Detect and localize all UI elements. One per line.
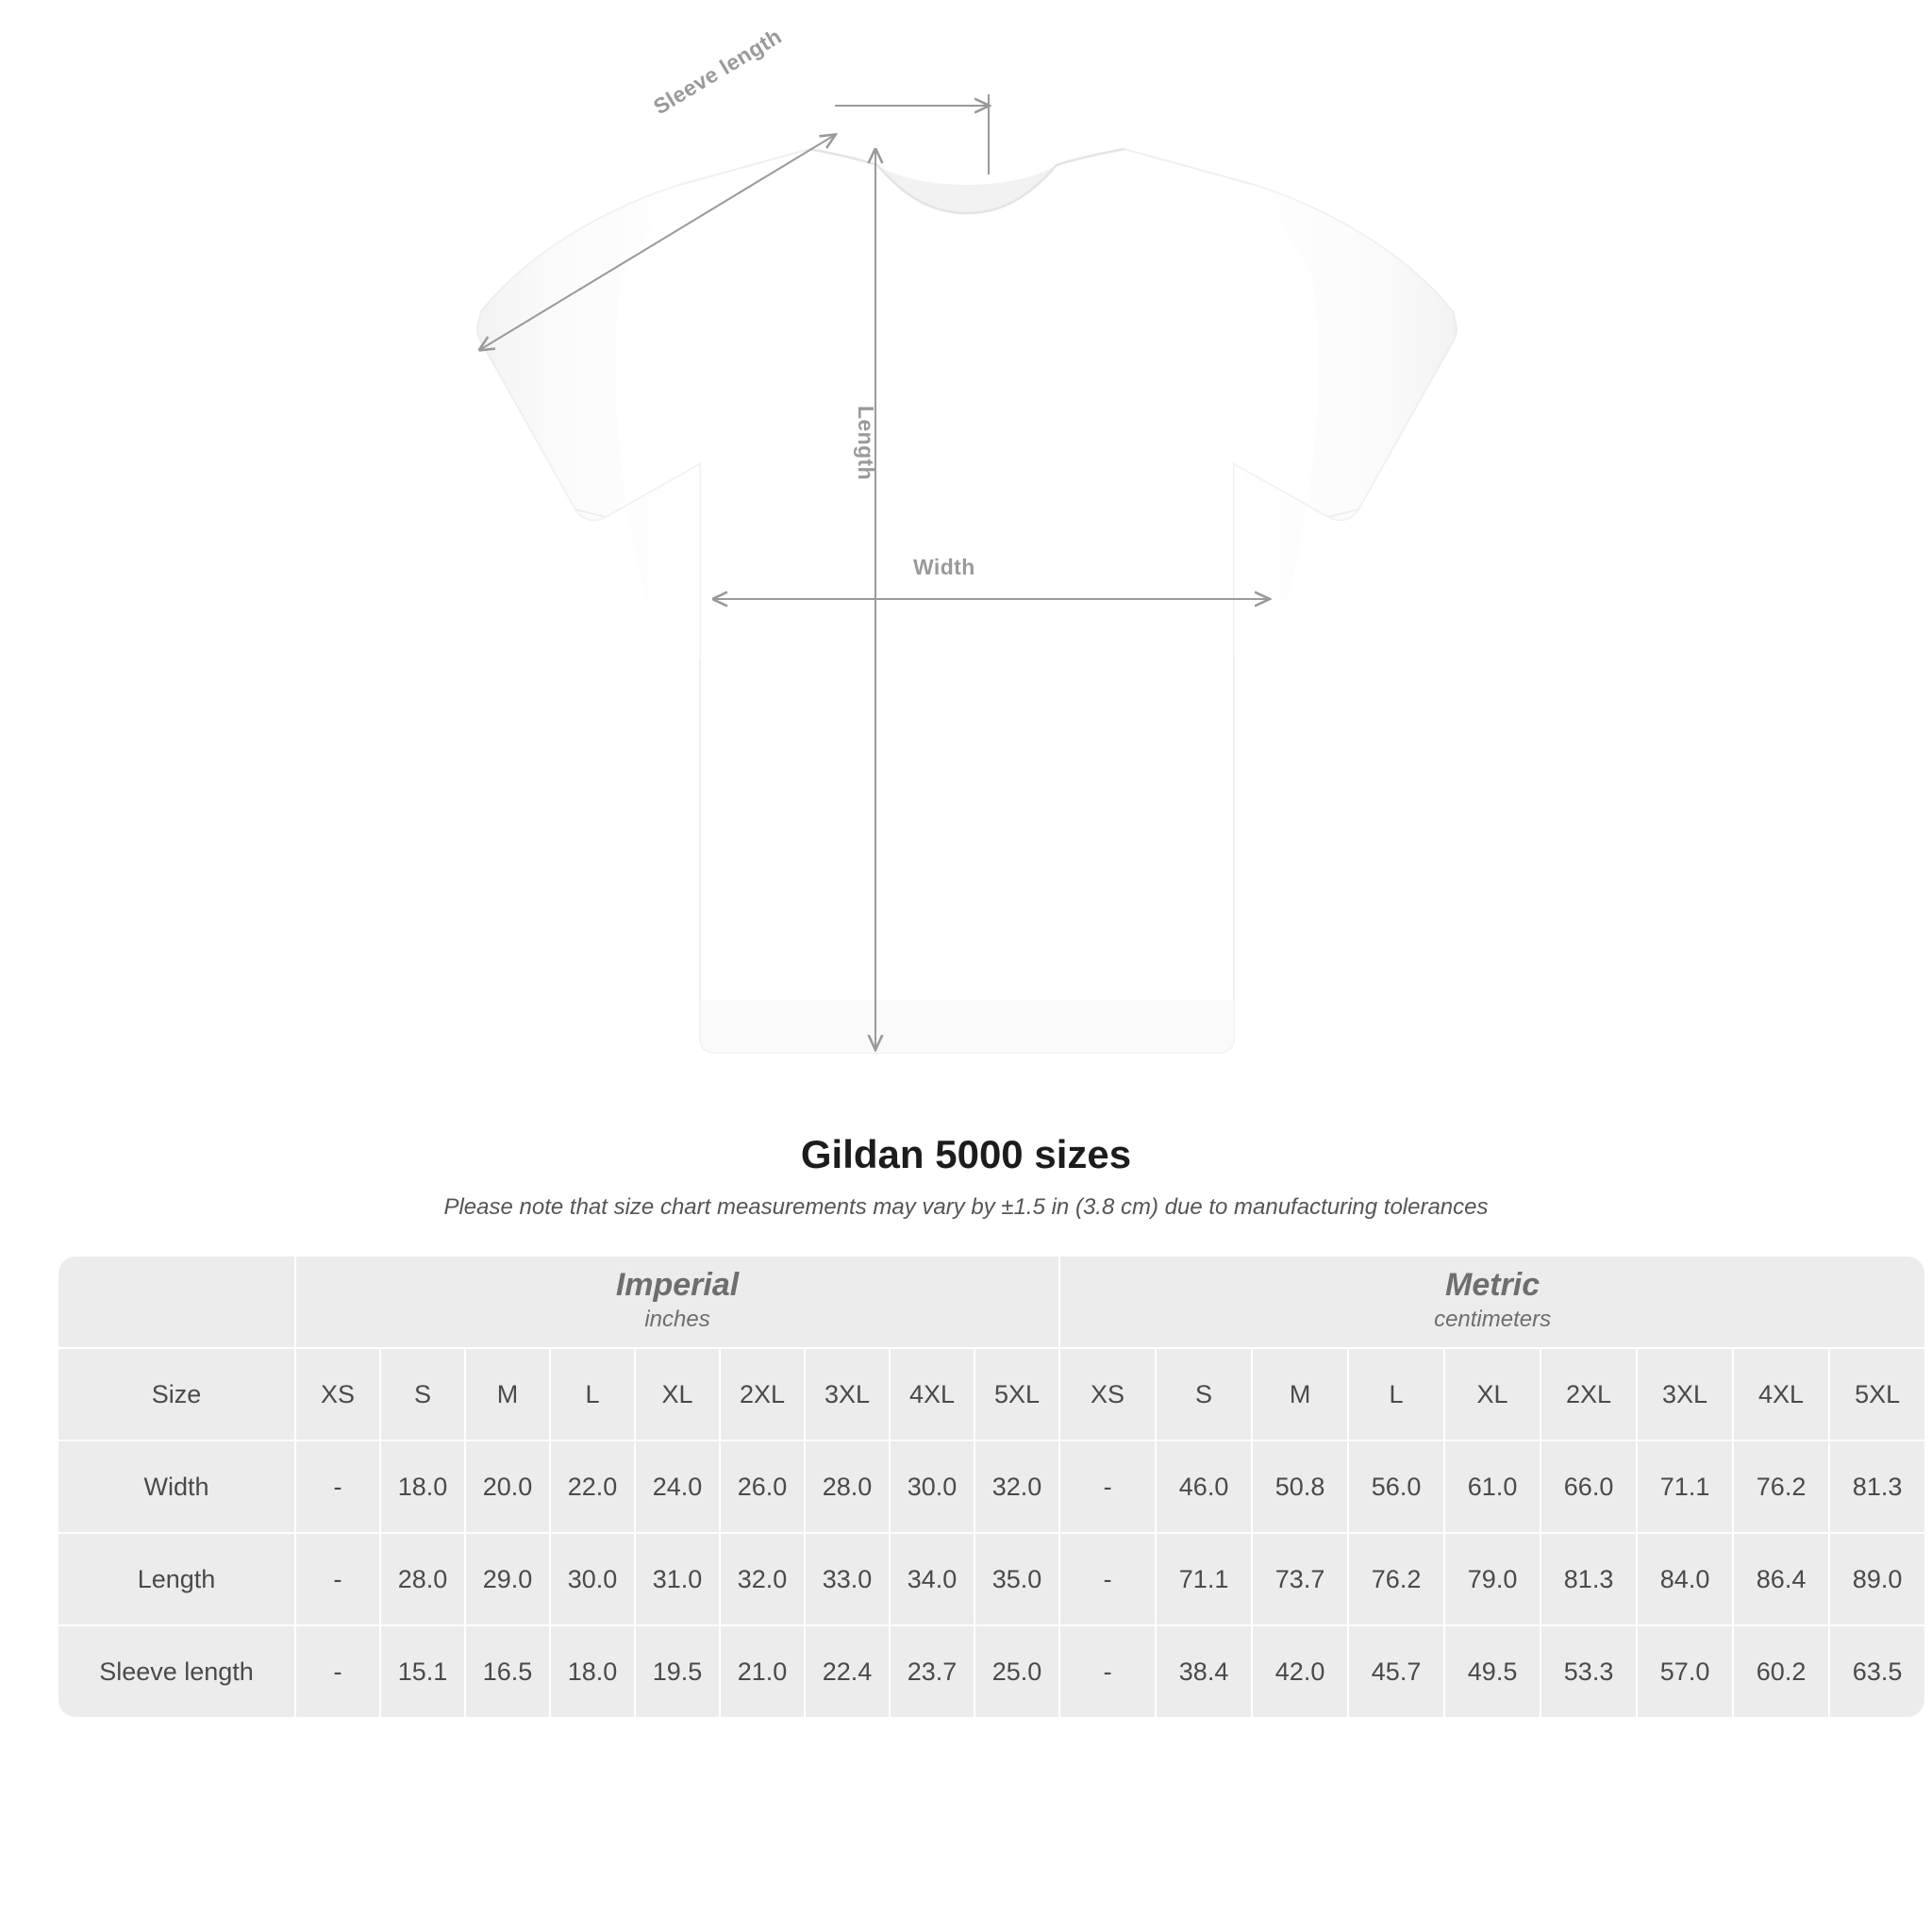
cell-width-metric-3xl: 71.1	[1638, 1441, 1732, 1532]
size-header-imperial-s: S	[381, 1349, 464, 1440]
cell-width-imperial-2xl: 26.0	[721, 1441, 804, 1532]
cell-sleeve-imperial-3xl: 22.4	[806, 1626, 889, 1717]
size-header-metric-5xl: 5XL	[1830, 1349, 1924, 1440]
cell-sleeve-metric-3xl: 57.0	[1638, 1626, 1732, 1717]
size-header-metric-2xl: 2XL	[1541, 1349, 1636, 1440]
size-table-wrapper	[57, 1255, 1903, 1719]
cell-width-imperial-xs: -	[296, 1441, 379, 1532]
cell-sleeve-metric-m: 42.0	[1253, 1626, 1347, 1717]
cell-sleeve-imperial-5xl: 25.0	[975, 1626, 1058, 1717]
cell-width-imperial-s: 18.0	[381, 1441, 464, 1532]
tshirt-shape	[477, 149, 1457, 1053]
size-header-metric-3xl: 3XL	[1638, 1349, 1732, 1440]
size-header-imperial-l: L	[551, 1349, 634, 1440]
cell-length-metric-xl: 79.0	[1445, 1534, 1540, 1624]
cell-length-imperial-5xl: 35.0	[975, 1534, 1058, 1624]
width-label: Width	[913, 555, 975, 579]
cell-length-imperial-l: 30.0	[551, 1534, 634, 1624]
cell-sleeve-metric-5xl: 63.5	[1830, 1626, 1924, 1717]
cell-width-metric-m: 50.8	[1253, 1441, 1347, 1532]
row-label-length: Length	[58, 1534, 294, 1624]
cell-length-metric-l: 76.2	[1349, 1534, 1443, 1624]
cell-sleeve-imperial-4xl: 23.7	[891, 1626, 974, 1717]
table-row	[58, 1534, 1924, 1624]
cell-sleeve-metric-xs: -	[1060, 1626, 1155, 1717]
size-header-imperial-2xl: 2XL	[721, 1349, 804, 1440]
size-header-metric-4xl: 4XL	[1734, 1349, 1828, 1440]
length-label: Length	[854, 406, 878, 481]
cell-width-metric-5xl: 81.3	[1830, 1441, 1924, 1532]
unit-corner-cell	[58, 1257, 294, 1347]
cell-length-imperial-4xl: 34.0	[891, 1534, 974, 1624]
cell-width-metric-xs: -	[1060, 1441, 1155, 1532]
size-header-imperial-4xl: 4XL	[891, 1349, 974, 1440]
cell-width-metric-s: 46.0	[1157, 1441, 1251, 1532]
cell-width-metric-2xl: 66.0	[1541, 1441, 1636, 1532]
size-header-metric-s: S	[1157, 1349, 1251, 1440]
cell-width-metric-xl: 61.0	[1445, 1441, 1540, 1532]
cell-length-metric-s: 71.1	[1157, 1534, 1251, 1624]
size-header-metric-xl: XL	[1445, 1349, 1540, 1440]
cell-length-imperial-xl: 31.0	[636, 1534, 719, 1624]
cell-sleeve-imperial-xl: 19.5	[636, 1626, 719, 1717]
cell-length-metric-5xl: 89.0	[1830, 1534, 1924, 1624]
cell-width-imperial-5xl: 32.0	[975, 1441, 1058, 1532]
size-header-imperial-xl: XL	[636, 1349, 719, 1440]
page-title: Gildan 5000 sizes	[800, 1132, 1132, 1176]
cell-sleeve-metric-l: 45.7	[1349, 1626, 1443, 1717]
size-header-imperial-xs: XS	[296, 1349, 379, 1440]
cell-length-imperial-2xl: 32.0	[721, 1534, 804, 1624]
size-header-row	[58, 1349, 1924, 1440]
unit-sub-metric: centimeters	[1434, 1307, 1552, 1333]
cell-sleeve-imperial-l: 18.0	[551, 1626, 634, 1717]
cell-width-metric-l: 56.0	[1349, 1441, 1443, 1532]
cell-width-imperial-m: 20.0	[466, 1441, 549, 1532]
cell-length-metric-3xl: 84.0	[1638, 1534, 1732, 1624]
cell-length-imperial-m: 29.0	[466, 1534, 549, 1624]
table-row	[58, 1626, 1924, 1717]
row-label-sleeve-length: Sleeve length	[58, 1626, 294, 1717]
cell-width-metric-4xl: 76.2	[1734, 1441, 1828, 1532]
cell-sleeve-metric-xl: 49.5	[1445, 1626, 1540, 1717]
cell-sleeve-metric-2xl: 53.3	[1541, 1626, 1636, 1717]
cell-width-imperial-3xl: 28.0	[806, 1441, 889, 1532]
row-label-width: Width	[58, 1441, 294, 1532]
cell-width-imperial-l: 22.0	[551, 1441, 634, 1532]
table-row	[58, 1441, 1924, 1532]
cell-sleeve-imperial-m: 16.5	[466, 1626, 549, 1717]
size-header-metric-m: M	[1253, 1349, 1347, 1440]
cell-length-imperial-xs: -	[296, 1534, 379, 1624]
size-header-metric-xs: XS	[1060, 1349, 1155, 1440]
cell-width-imperial-xl: 24.0	[636, 1441, 719, 1532]
unit-header-metric	[1060, 1257, 1924, 1347]
cell-length-metric-4xl: 86.4	[1734, 1534, 1828, 1624]
cell-length-imperial-s: 28.0	[381, 1534, 464, 1624]
cell-width-imperial-4xl: 30.0	[891, 1441, 974, 1532]
size-header-metric-l: L	[1349, 1349, 1443, 1440]
cell-sleeve-imperial-s: 15.1	[381, 1626, 464, 1717]
cell-length-metric-2xl: 81.3	[1541, 1534, 1636, 1624]
unit-header-imperial	[296, 1257, 1058, 1347]
cell-length-metric-m: 73.7	[1253, 1534, 1347, 1624]
cell-sleeve-metric-s: 38.4	[1157, 1626, 1251, 1717]
unit-name-imperial: Imperial	[615, 1266, 740, 1303]
cell-sleeve-metric-4xl: 60.2	[1734, 1626, 1828, 1717]
size-header-cell: Size	[58, 1349, 294, 1440]
cell-sleeve-imperial-xs: -	[296, 1626, 379, 1717]
size-header-imperial-m: M	[466, 1349, 549, 1440]
size-header-imperial-5xl: 5XL	[975, 1349, 1058, 1440]
tolerance-note: Please note that size chart measurements may vary by ±1.5 in (3.8 cm) due to manufacturing tolerances	[443, 1194, 1489, 1220]
size-header-imperial-3xl: 3XL	[806, 1349, 889, 1440]
title-block	[0, 1132, 1932, 1221]
unit-header-row	[58, 1257, 1924, 1347]
unit-name-metric: Metric	[1445, 1266, 1541, 1303]
sleeve-length-label: Sleeve length	[649, 23, 786, 120]
size-table	[57, 1255, 1926, 1719]
cell-length-imperial-3xl: 33.0	[806, 1534, 889, 1624]
cell-length-metric-xs: -	[1060, 1534, 1155, 1624]
cell-sleeve-imperial-2xl: 21.0	[721, 1626, 804, 1717]
unit-sub-imperial: inches	[644, 1307, 710, 1333]
